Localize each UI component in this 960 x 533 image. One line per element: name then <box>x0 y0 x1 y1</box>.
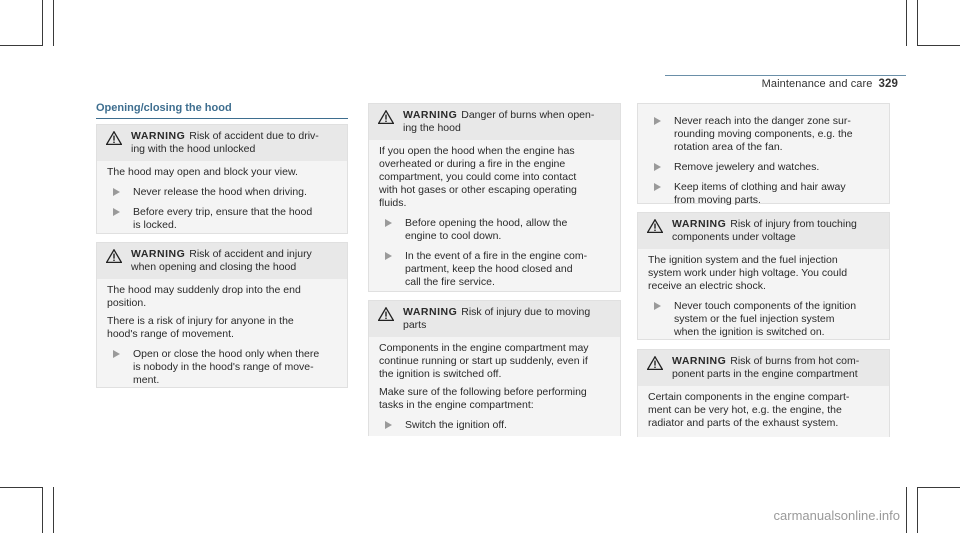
arrow-bullet-icon <box>654 163 661 171</box>
warning-title: Risk of accident and injury when opening and closing the hood <box>131 248 312 273</box>
instruction-text: Before every trip, ensure that the hood is locked. <box>133 206 313 231</box>
warning-box <box>96 242 348 388</box>
warning-paragraph: Components in the engine compartment may continue running or start up suddenly, even if the ignition is switched off. <box>379 342 589 380</box>
warning-title: Risk of injury due to moving parts <box>403 306 591 331</box>
instruction-text: Before opening the hood, allow the engine to cool down. <box>405 217 568 242</box>
instruction-item <box>379 217 610 243</box>
crop-mark <box>918 45 960 46</box>
crop-mark <box>917 487 918 533</box>
warning-title: Risk of burns from hot com- ponent parts in the engine compartment <box>672 355 860 380</box>
warning-box <box>637 349 890 437</box>
instruction-item <box>107 348 337 387</box>
warning-title: Risk of accident due to driv- ing with the hood unlocked <box>131 130 319 155</box>
warning-header <box>638 350 889 386</box>
instruction-item <box>648 161 879 174</box>
warning-paragraph: The hood may open and block your view. <box>107 166 298 178</box>
warning-label: WARNING <box>403 306 458 318</box>
page-number: 329 <box>878 78 898 90</box>
instruction-item <box>107 186 337 199</box>
warning-label: WARNING <box>131 248 186 260</box>
warning-box <box>368 300 621 436</box>
crop-mark <box>53 0 54 46</box>
warning-triangle-icon <box>106 131 122 145</box>
crop-mark <box>906 487 907 533</box>
arrow-bullet-icon <box>654 183 661 191</box>
warning-box <box>96 124 348 234</box>
instruction-item <box>107 206 337 232</box>
warning-triangle-icon <box>378 110 394 124</box>
warning-paragraph: If you open the hood when the engine has overheated or during a fire in the engine compartment, you could come into contact with hot gases or other escaping operating fluids. <box>379 145 577 209</box>
warning-triangle-icon <box>378 307 394 321</box>
arrow-bullet-icon <box>113 188 120 196</box>
instruction-item <box>379 419 610 432</box>
instruction-text: Remove jewelery and watches. <box>674 161 820 173</box>
warning-header <box>97 243 347 279</box>
warning-header <box>638 213 889 249</box>
warning-label: WARNING <box>672 218 727 230</box>
instruction-text: Open or close the hood only when there is nobody in the hood's range of move- ment. <box>133 348 320 386</box>
warning-triangle-icon <box>647 219 663 233</box>
warning-title: Risk of injury from touching components under voltage <box>672 218 857 243</box>
crop-mark <box>53 487 54 533</box>
warning-header <box>369 301 620 337</box>
arrow-bullet-icon <box>654 302 661 310</box>
warning-triangle-icon <box>106 249 122 263</box>
header-section: Maintenance and care <box>761 78 873 90</box>
header-rule <box>665 75 906 76</box>
instruction-item <box>648 300 879 339</box>
warning-header <box>97 125 347 161</box>
arrow-bullet-icon <box>385 252 392 260</box>
crop-mark <box>906 0 907 46</box>
instruction-text: Keep items of clothing and hair away from moving parts. <box>674 181 846 206</box>
warning-label: WARNING <box>672 355 727 367</box>
warning-box <box>637 212 890 340</box>
instruction-item <box>379 250 610 289</box>
warning-paragraph: The ignition system and the fuel injection system work under high voltage. You could receive an electric shock. <box>648 254 848 292</box>
warning-paragraph: The hood may suddenly drop into the end position. <box>107 284 301 309</box>
crop-mark <box>0 45 42 46</box>
section-title: Opening/closing the hood <box>96 102 232 114</box>
instruction-text: Never touch components of the ignition system or the fuel injection system when the ignition is switched on. <box>674 300 857 338</box>
arrow-bullet-icon <box>113 208 120 216</box>
warning-box <box>368 103 621 292</box>
crop-mark <box>917 0 918 46</box>
warning-paragraph: Make sure of the following before performing tasks in the engine compartment: <box>379 386 587 411</box>
instruction-text: Never release the hood when driving. <box>133 186 307 198</box>
crop-mark <box>42 487 43 533</box>
warning-box-continued <box>637 103 890 204</box>
warning-label: WARNING <box>403 109 458 121</box>
instruction-text: In the event of a fire in the engine com- partment, keep the hood closed and call the fire service. <box>405 250 588 288</box>
instruction-item <box>648 181 879 207</box>
crop-mark <box>0 487 42 488</box>
instruction-item <box>648 115 879 154</box>
arrow-bullet-icon <box>385 219 392 227</box>
warning-paragraph: There is a risk of injury for anyone in the hood's range of movement. <box>107 315 294 340</box>
page-header <box>762 78 898 90</box>
warning-paragraph: Certain components in the engine compart- ment can be very hot, e.g. the engine, the radiator and parts of the exhaust system. <box>648 391 850 429</box>
warning-triangle-icon <box>647 356 663 370</box>
arrow-bullet-icon <box>113 350 120 358</box>
section-rule <box>96 118 348 119</box>
instruction-text: Never reach into the danger zone sur- rounding moving components, e.g. the rotation area of the fan. <box>674 115 853 153</box>
warning-title: Danger of burns when open- ing the hood <box>403 109 595 134</box>
warning-label: WARNING <box>131 130 186 142</box>
crop-mark <box>918 487 960 488</box>
crop-mark <box>42 0 43 46</box>
arrow-bullet-icon <box>385 421 392 429</box>
instruction-text: Switch the ignition off. <box>405 419 507 431</box>
footer-brand: carmanualsonline.info <box>773 508 900 523</box>
arrow-bullet-icon <box>654 117 661 125</box>
warning-header <box>369 104 620 140</box>
